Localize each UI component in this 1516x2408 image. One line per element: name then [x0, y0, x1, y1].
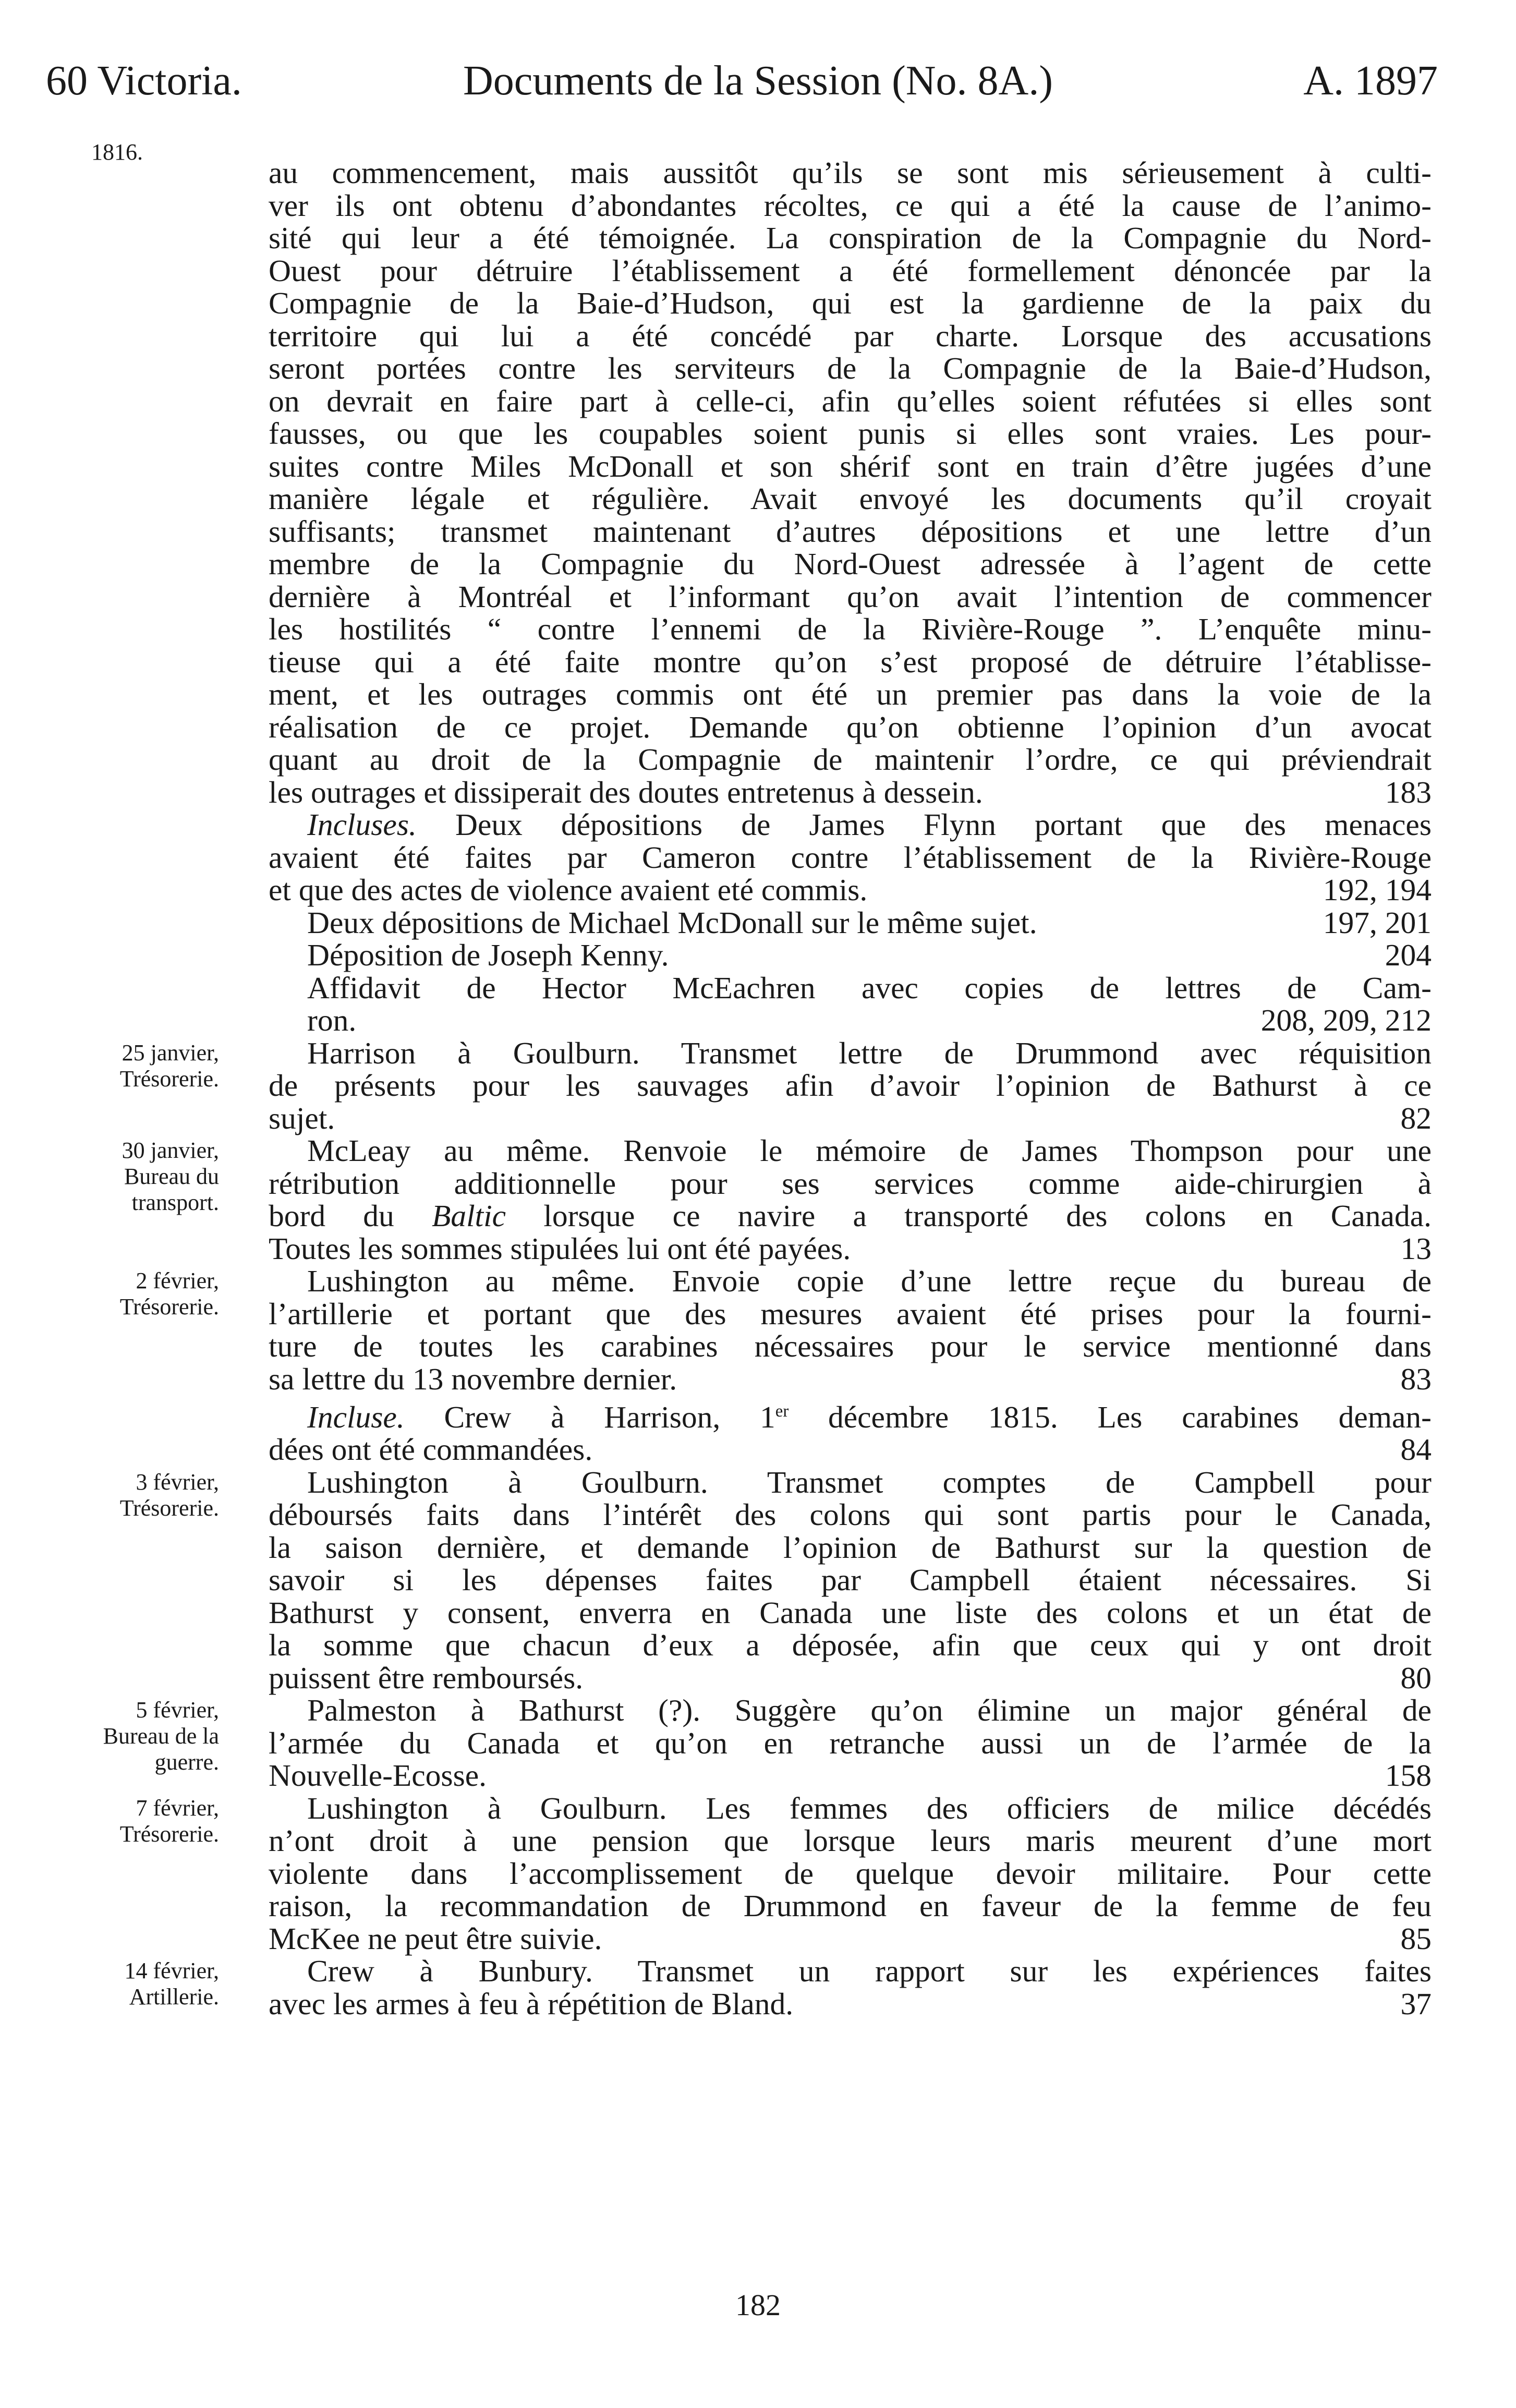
text-line: Deux dépositions de Michael McDonall sur le même sujet.: [307, 905, 1037, 940]
text-line: réalisation de ce projet. Demande qu’on obtienne l’opinion d’un avocat: [269, 709, 1432, 744]
page-reference: 37: [1400, 1986, 1432, 2021]
text-line: bord du Baltic lorsque ce navire a transporté des colons en Canada.: [269, 1199, 1432, 1233]
running-header: [0, 52, 1516, 110]
entry-text: [269, 1792, 1432, 1955]
header-session: 60 Victoria.: [46, 58, 242, 104]
calendar-entry: [119, 1035, 1432, 1135]
text-line: sujet.: [269, 1100, 335, 1135]
page-reference: 204: [1385, 938, 1432, 972]
page-reference: 84: [1400, 1432, 1432, 1467]
calendar-entry: [119, 1465, 1432, 1695]
text-line: violente dans l’accomplissement de quelque devoir militaire. Pour cette: [269, 1856, 1432, 1891]
margin-date-line: Trésorerie.: [119, 1495, 219, 1521]
calendar-entry: [119, 1264, 1432, 1396]
text-line: avec les armes à feu à répétition de Bland.: [269, 1986, 794, 2021]
margin-date-line: 14 février,: [124, 1958, 219, 1984]
text-line: ture de toutes les carabines nécessaires pour le service mentionné dans: [269, 1329, 1432, 1363]
margin-date-line: 5 février,: [136, 1697, 219, 1723]
calendar-entry: [269, 808, 1432, 906]
text-line: avaient été faites par Cameron contre l’établissement de la Rivière-Rouge: [269, 840, 1432, 875]
margin-date: [0, 1466, 219, 1521]
calendar-entry: [124, 1954, 1432, 2021]
margin-date-line: transport.: [131, 1190, 219, 1215]
text-line: n’ont droit à une pension que lorsque leurs maris meurent d’une mort: [269, 1823, 1432, 1858]
entry-text: [269, 906, 1432, 939]
text-line: Crew à Bunbury. Transmet un rapport sur les expériences faites: [307, 1954, 1432, 1989]
text-line: tieuse qui a été faite montre qu’on s’est proposé de détruire l’établisse-: [269, 644, 1432, 679]
text-line: Affidavit de Hector McEachren avec copies de lettres de Cam-: [307, 970, 1432, 1005]
text-line: Deux dépositions de James Flynn portant que des menaces: [455, 807, 1432, 842]
text-line: la saison dernière, et demande l’opinion de Bathurst sur la question de: [269, 1530, 1432, 1565]
entry-text: [269, 1395, 1432, 1466]
margin-date-line: 7 février,: [136, 1795, 219, 1821]
text-line: raison, la recommandation de Drummond en faveur de la femme de feu: [269, 1889, 1432, 1923]
entry-text: [269, 808, 1432, 906]
text-line: la somme que chacun d’eux a déposée, afin que ceux qui y ont droit: [269, 1628, 1432, 1663]
text-line: ver ils ont obtenu d’abondantes récoltes, ce qui a été la cause de l’animo-: [269, 188, 1432, 223]
calendar-entry: [269, 1395, 1432, 1466]
text-line: et que des actes de violence avaient eté commis.: [269, 873, 868, 907]
text-line: l’armée du Canada et qu’on en retranche aussi un de l’armée de la: [269, 1725, 1432, 1760]
margin-year: 1816.: [91, 139, 143, 165]
text-line: membre de la Compagnie du Nord-Ouest adressée à l’agent de cette: [269, 547, 1432, 581]
text-line: suffisants; transmet maintenant d’autres dépositions et une lettre d’un: [269, 514, 1432, 549]
text-line: suites contre Miles McDonall et son shérif sont en train d’être jugées d’une: [269, 449, 1432, 483]
page-reference: 13: [1400, 1231, 1432, 1266]
margin-date-line: Artillerie.: [129, 1984, 219, 2010]
margin-date: [0, 1955, 219, 2010]
calendar-entry: [269, 972, 1432, 1037]
text-line: dernière à Montréal et l’informant qu’on avait l’intention de commencer: [269, 579, 1432, 614]
calendar-entry: [269, 939, 1432, 972]
margin-date: [0, 1792, 219, 1847]
text-line: Lushington à Goulburn. Transmet comptes de Campbell pour: [307, 1465, 1432, 1499]
margin-date-line: Trésorerie.: [119, 1821, 219, 1847]
margin-date-line: Trésorerie.: [119, 1294, 219, 1320]
text-line: sa lettre du 13 novembre dernier.: [269, 1361, 677, 1396]
text-line: déboursés faits dans l’intérêt des colons qui sont partis pour le Canada,: [269, 1497, 1432, 1532]
text-line: Harrison à Goulburn. Transmet lettre de Drummond avec réquisition: [307, 1035, 1432, 1070]
entry-text: [269, 1694, 1432, 1792]
header-title: Documents de la Session (No. 8A.): [463, 58, 1053, 104]
text-line: on devrait en faire part à celle-ci, afin qu’elles soient réfutées si elles sont: [269, 383, 1432, 418]
text-line: McLeay au même. Renvoie le mémoire de James Thompson pour une: [307, 1133, 1432, 1168]
text-line: Bathurst y consent, enverra en Canada une liste des colons et un état de: [269, 1595, 1432, 1630]
margin-date: [0, 1694, 219, 1775]
calendar-entry: [269, 906, 1432, 939]
document-body: [103, 155, 1432, 2021]
page-reference: 85: [1400, 1921, 1432, 1956]
entry-text: [269, 972, 1432, 1037]
text-line: sité qui leur a été témoignée. La conspiration de la Compagnie du Nord-: [269, 221, 1432, 255]
text-line: au commencement, mais aussitôt qu’ils se sont mis sérieusement à culti-: [269, 155, 1432, 190]
margin-date: [0, 1037, 219, 1092]
calendar-entry: [103, 1693, 1432, 1793]
text-line: Lushington à Goulburn. Les femmes des officiers de milice décédés: [307, 1790, 1432, 1825]
entry-text: [269, 1134, 1432, 1265]
enclosure-label: Incluses.: [307, 807, 417, 842]
page-reference: 208, 209, 212: [1260, 1003, 1432, 1037]
text-line: les hostilités “ contre l’ennemi de la Rivière-Rouge ”. L’enquête minu-: [269, 612, 1432, 646]
calendar-entry: [122, 1133, 1432, 1266]
entry-text: [269, 156, 1432, 808]
text-line: Toutes les sommes stipulées lui ont été payées.: [269, 1231, 851, 1266]
page-reference: 192, 194: [1323, 873, 1432, 907]
page-reference: 83: [1400, 1361, 1432, 1396]
margin-date-line: 25 janvier,: [122, 1039, 219, 1066]
margin-date-line: 30 janvier,: [122, 1138, 219, 1163]
text-line: quant au droit de la Compagnie de maintenir l’ordre, ce qui préviendrait: [269, 742, 1432, 777]
text-line: Ouest pour détruire l’établissement a été formellement dénoncée par la: [269, 253, 1432, 288]
text-line: seront portées contre les serviteurs de la Compagnie de la Baie-d’Hudson,: [269, 351, 1432, 385]
text-line: rétribution additionnelle pour ses services comme aide-chirurgien à: [269, 1166, 1432, 1201]
margin-date-line: Bureau du: [124, 1164, 219, 1189]
entry-text: [269, 1955, 1432, 2020]
text-line: territoire qui lui a été concédé par charte. Lorsque des accusations: [269, 318, 1432, 353]
text-line: fausses, ou que les coupables soient punis si elles sont vraies. Les pour-: [269, 416, 1432, 451]
text-line: Palmeston à Bathurst (?). Suggère qu’on élimine un major général de: [307, 1693, 1432, 1728]
text-line: manière légale et régulière. Avait envoyé les documents qu’il croyait: [269, 481, 1432, 516]
margin-date-line: Bureau de la: [103, 1723, 219, 1749]
margin-date: [0, 1134, 219, 1216]
text-line: Déposition de Joseph Kenny.: [307, 938, 669, 972]
enclosure-label: Incluse.: [307, 1399, 405, 1434]
page-reference: 80: [1400, 1660, 1432, 1695]
margin-date-line: guerre.: [154, 1749, 219, 1775]
text-line: Crew à Harrison, 1er décembre 1815. Les carabines deman-: [444, 1399, 1432, 1434]
entry-text: [269, 1265, 1432, 1395]
text-line: de présents pour les sauvages afin d’avoir l’opinion de Bathurst à ce: [269, 1068, 1432, 1103]
margin-date-line: 2 février,: [136, 1268, 219, 1293]
page-number: 182: [735, 2288, 781, 2322]
page-reference: 82: [1400, 1100, 1432, 1135]
text-line: Compagnie de la Baie-d’Hudson, qui est la gardienne de la paix du: [269, 286, 1432, 320]
text-line: savoir si les dépenses faites par Campbell étaient nécessaires. Si: [269, 1563, 1432, 1598]
text-line: les outrages et dissiperait des doutes entretenus à dessein.: [269, 775, 983, 809]
calendar-entry: [269, 156, 1432, 808]
text-line: l’artillerie et portant que des mesures avaient été prises pour la fourni-: [269, 1296, 1432, 1331]
text-line: McKee ne peut être suivie.: [269, 1921, 602, 1956]
page-reference: 158: [1385, 1758, 1432, 1793]
margin-date-line: Trésorerie.: [119, 1066, 219, 1092]
entry-text: [269, 1037, 1432, 1135]
text-line: ron.: [307, 1003, 357, 1037]
text-line: dées ont été commandées.: [269, 1432, 593, 1467]
margin-date-line: 3 février,: [136, 1469, 219, 1495]
page-reference: 183: [1385, 775, 1432, 809]
text-line: Nouvelle-Ecosse.: [269, 1758, 487, 1793]
entry-text: [269, 1466, 1432, 1695]
text-line: Lushington au même. Envoie copie d’une lettre reçue du bureau de: [307, 1264, 1432, 1298]
entry-text: [269, 939, 1432, 972]
text-line: ment, et les outrages commis ont été un premier pas dans la voie de la: [269, 677, 1432, 711]
calendar-entry: [119, 1790, 1432, 1956]
text-line: puissent être remboursés.: [269, 1660, 584, 1695]
margin-date: [0, 1265, 219, 1320]
page-reference: 197, 201: [1323, 905, 1432, 940]
header-year: A. 1897: [1303, 58, 1438, 104]
